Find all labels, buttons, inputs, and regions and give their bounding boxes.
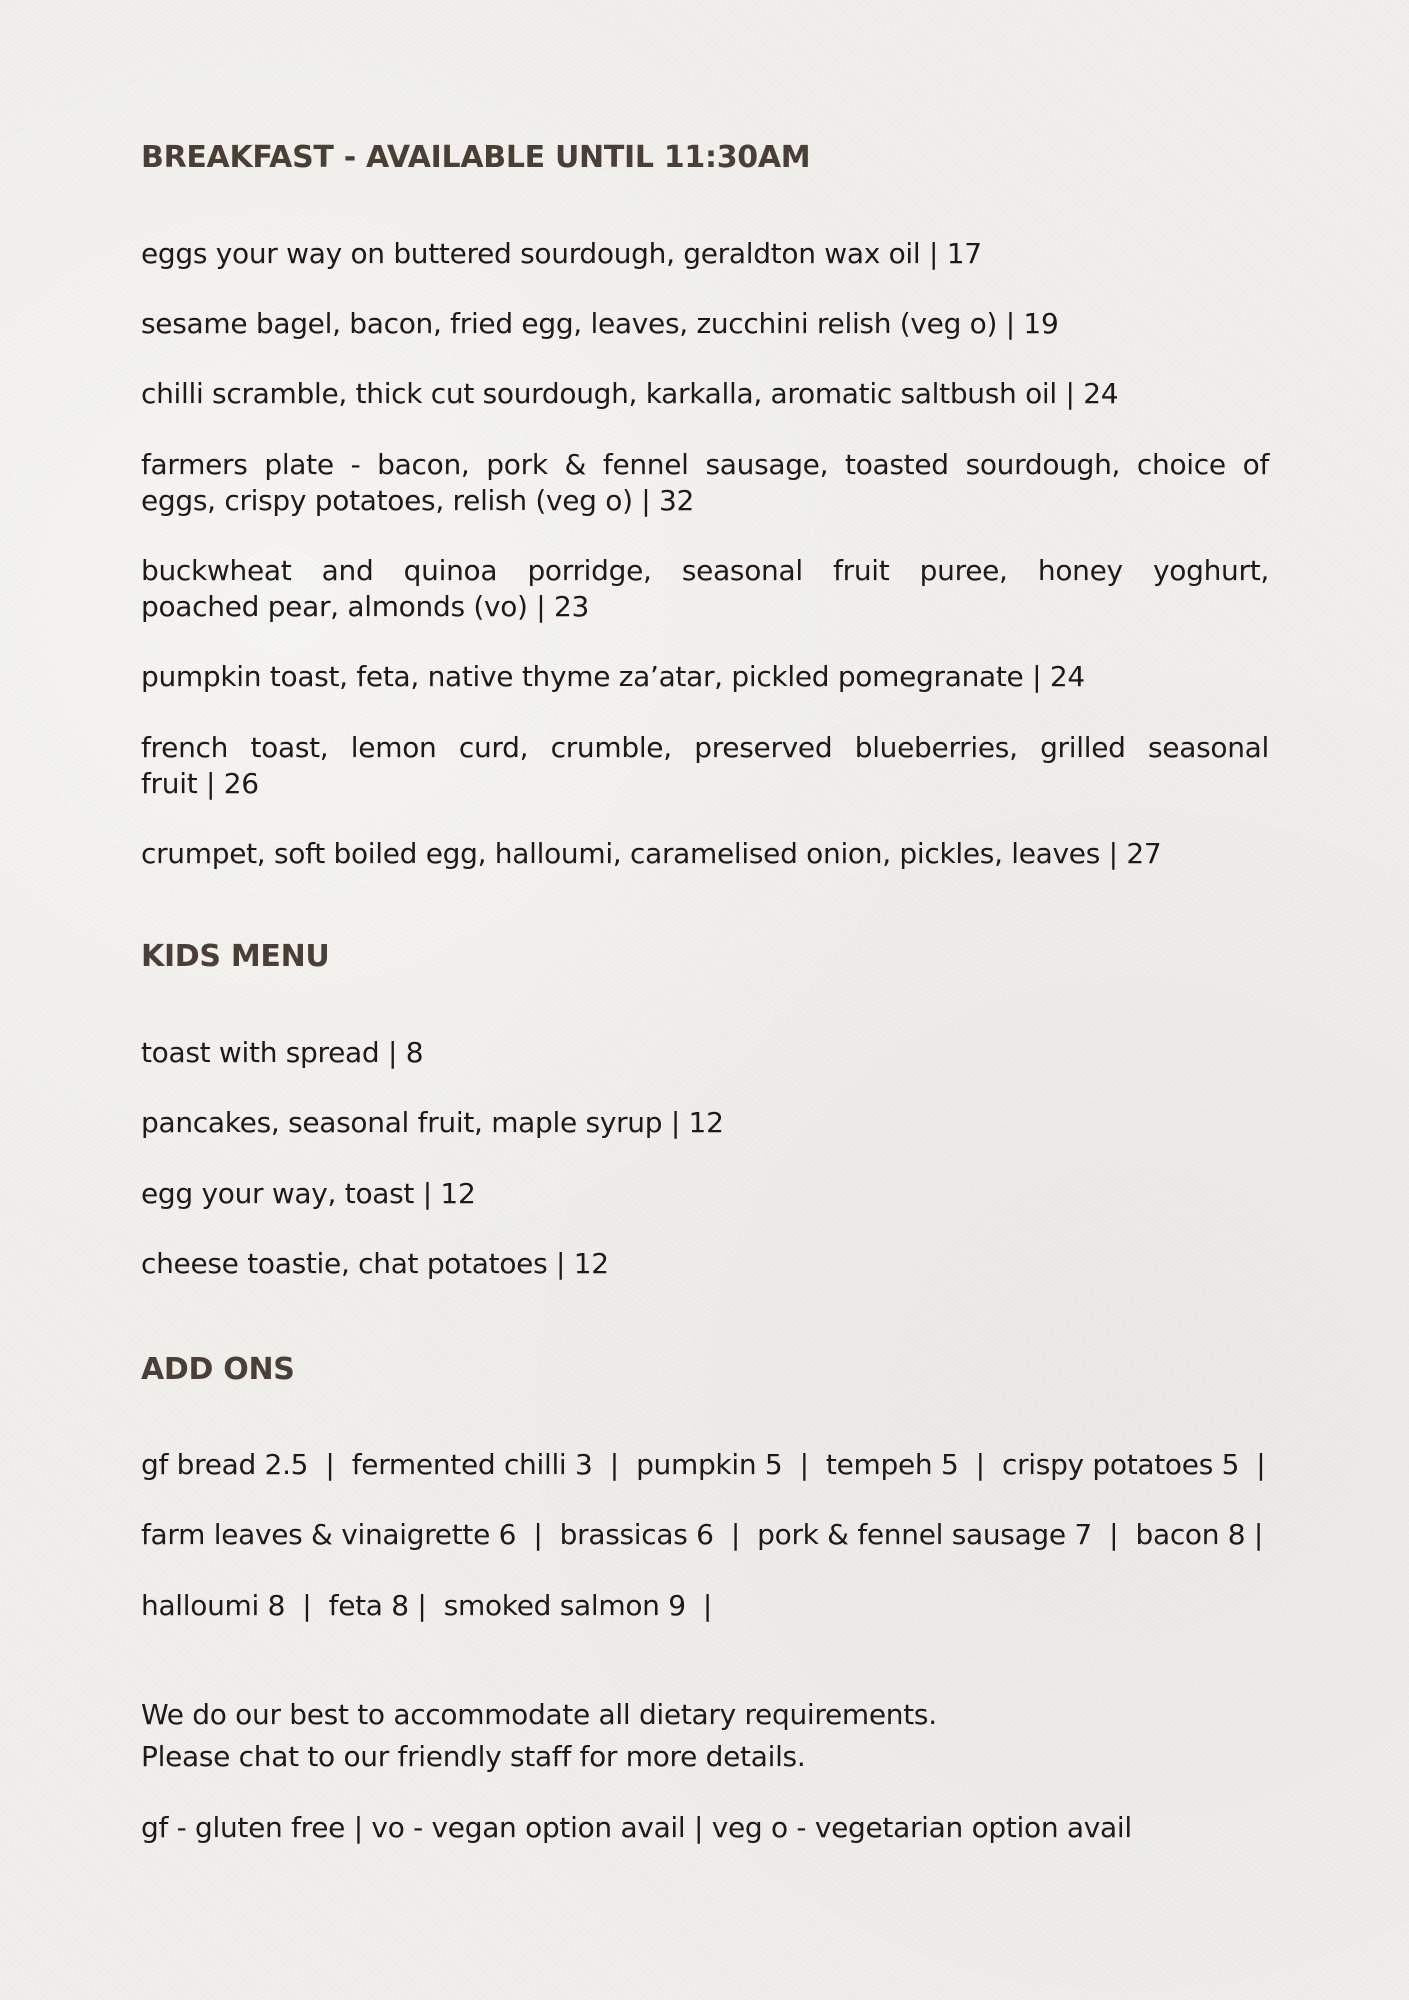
add-ons-row: gf bread 2.5 | fermented chilli 3 | pumpkin 5 | tempeh 5 | crispy potatoes 5 | (141, 1448, 1266, 1481)
menu-item-porridge-line2: poached pear, almonds (vo) | 23 (141, 590, 590, 623)
menu-item-farmers-plate-line2: eggs, crispy potatoes, relish (veg o) | 32 (141, 484, 695, 517)
menu-item-chilli-scramble: chilli scramble, thick cut sourdough, karkalla, aromatic saltbush oil | 24 (141, 377, 1119, 410)
dietary-note-line1: We do our best to accommodate all dietary requirements. (141, 1698, 937, 1731)
kids-item-egg: egg your way, toast | 12 (141, 1177, 476, 1210)
menu-item-porridge-line1: buckwheat and quinoa porridge, seasonal fruit puree, honey yoghurt, (141, 554, 1269, 587)
menu-item-french-toast-line1: french toast, lemon curd, crumble, preserved blueberries, grilled seasonal (141, 731, 1269, 764)
kids-item-toast: toast with spread | 8 (141, 1036, 424, 1069)
add-ons-row: halloumi 8 | feta 8 | smoked salmon 9 | (141, 1589, 713, 1622)
menu-item-french-toast-line2: fruit | 26 (141, 767, 259, 800)
menu-item-porridge (141, 553, 1269, 625)
menu-item-crumpet: crumpet, soft boiled egg, halloumi, caramelised onion, pickles, leaves | 27 (141, 837, 1162, 870)
menu-item-pumpkin-toast: pumpkin toast, feta, native thyme za’atar, pickled pomegranate | 24 (141, 660, 1085, 693)
dietary-legend: gf - gluten free | vo - vegan option avail | veg o - vegetarian option avail (141, 1811, 1132, 1844)
breakfast-heading: BREAKFAST - AVAILABLE UNTIL 11:30AM (141, 140, 811, 175)
menu-item-eggs-your-way: eggs your way on buttered sourdough, geraldton wax oil | 17 (141, 237, 982, 270)
add-ons-heading: ADD ONS (141, 1352, 295, 1387)
add-ons-row: farm leaves & vinaigrette 6 | brassicas 6 | pork & fennel sausage 7 | bacon 8 | (141, 1518, 1264, 1551)
menu-item-sesame-bagel: sesame bagel, bacon, fried egg, leaves, zucchini relish (veg o) | 19 (141, 307, 1059, 340)
kids-menu-heading: KIDS MENU (141, 939, 330, 974)
kids-item-cheese-toastie: cheese toastie, chat potatoes | 12 (141, 1247, 609, 1280)
menu-item-farmers-plate-line1: farmers plate - bacon, pork & fennel sausage, toasted sourdough, choice of (141, 448, 1269, 481)
kids-item-pancakes: pancakes, seasonal fruit, maple syrup | 12 (141, 1106, 724, 1139)
menu-item-french-toast (141, 730, 1269, 802)
dietary-note-line2: Please chat to our friendly staff for more details. (141, 1740, 806, 1773)
menu-item-farmers-plate (141, 447, 1269, 519)
